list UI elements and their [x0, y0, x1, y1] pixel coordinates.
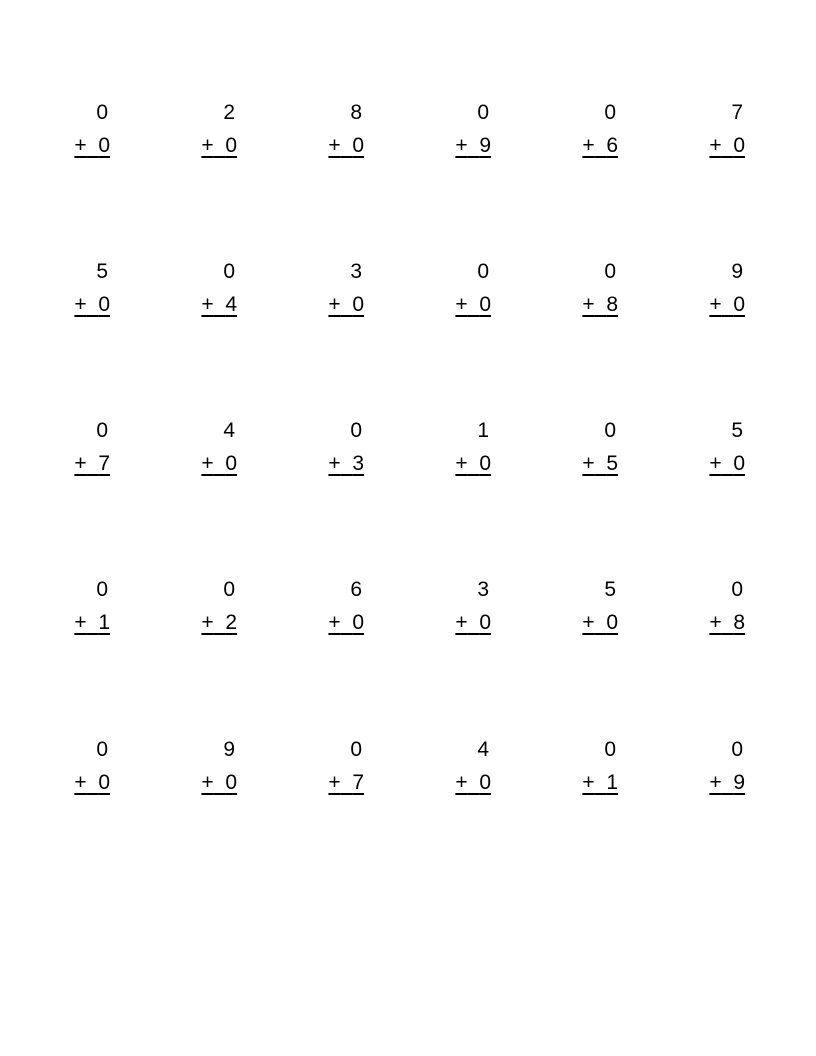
top-addend: 0: [604, 738, 616, 761]
top-addend: 9: [731, 260, 743, 283]
problem-5-2: [177, 738, 237, 798]
bottom-addend: 3: [352, 452, 364, 475]
bottom-addend-line: [328, 134, 364, 158]
plus-sign: +: [582, 611, 595, 634]
bottom-addend-line: [201, 452, 237, 476]
top-addend: 0: [604, 101, 616, 124]
plus-sign: +: [328, 452, 341, 475]
bottom-addend-line: [201, 771, 237, 795]
top-addend: 0: [350, 419, 362, 442]
bottom-addend: 0: [225, 452, 237, 475]
bottom-addend: 1: [606, 771, 618, 794]
problem-2-1: [50, 260, 110, 320]
problem-4-1: [50, 578, 110, 638]
top-addend: 0: [477, 101, 489, 124]
plus-sign: +: [74, 452, 87, 475]
bottom-addend-line: [709, 293, 745, 317]
bottom-addend: 0: [479, 452, 491, 475]
top-addend: 0: [604, 260, 616, 283]
problem-4-6: [685, 578, 745, 638]
bottom-addend-line: [328, 293, 364, 317]
bottom-addend: 0: [733, 293, 745, 316]
problem-5-3: [304, 738, 364, 798]
plus-sign: +: [74, 611, 87, 634]
bottom-addend: 0: [733, 452, 745, 475]
bottom-addend-line: [74, 134, 110, 158]
top-addend: 8: [350, 101, 362, 124]
bottom-addend-line: [582, 293, 618, 317]
plus-sign: +: [455, 293, 468, 316]
bottom-addend: 9: [733, 771, 745, 794]
bottom-addend-line: [201, 611, 237, 635]
problem-3-3: [304, 419, 364, 479]
top-addend: 0: [604, 419, 616, 442]
plus-sign: +: [328, 771, 341, 794]
bottom-addend-line: [328, 452, 364, 476]
bottom-addend-line: [709, 611, 745, 635]
bottom-addend: 0: [733, 134, 745, 157]
top-addend: 0: [731, 578, 743, 601]
problem-3-6: [685, 419, 745, 479]
problem-5-4: [431, 738, 491, 798]
top-addend: 4: [223, 419, 235, 442]
bottom-addend: 0: [479, 293, 491, 316]
bottom-addend-line: [74, 611, 110, 635]
bottom-addend: 9: [479, 134, 491, 157]
plus-sign: +: [455, 611, 468, 634]
top-addend: 6: [350, 578, 362, 601]
bottom-addend-line: [328, 611, 364, 635]
bottom-addend: 0: [225, 771, 237, 794]
bottom-addend: 0: [98, 293, 110, 316]
problem-1-5: [558, 101, 618, 161]
bottom-addend: 1: [98, 611, 110, 634]
problem-2-6: [685, 260, 745, 320]
plus-sign: +: [709, 611, 722, 634]
problem-1-6: [685, 101, 745, 161]
bottom-addend: 0: [352, 293, 364, 316]
plus-sign: +: [201, 293, 214, 316]
plus-sign: +: [582, 134, 595, 157]
bottom-addend: 7: [98, 452, 110, 475]
top-addend: 2: [223, 101, 235, 124]
bottom-addend-line: [74, 293, 110, 317]
bottom-addend: 8: [733, 611, 745, 634]
bottom-addend-line: [582, 452, 618, 476]
plus-sign: +: [201, 452, 214, 475]
problem-4-3: [304, 578, 364, 638]
problem-3-1: [50, 419, 110, 479]
plus-sign: +: [455, 452, 468, 475]
plus-sign: +: [328, 134, 341, 157]
bottom-addend-line: [709, 134, 745, 158]
bottom-addend-line: [455, 452, 491, 476]
top-addend: 0: [477, 260, 489, 283]
top-addend: 0: [223, 578, 235, 601]
top-addend: 3: [477, 578, 489, 601]
problem-5-6: [685, 738, 745, 798]
problem-4-4: [431, 578, 491, 638]
bottom-addend-line: [709, 771, 745, 795]
bottom-addend-line: [455, 134, 491, 158]
top-addend: 1: [477, 419, 489, 442]
problem-1-2: [177, 101, 237, 161]
top-addend: 0: [96, 419, 108, 442]
problem-5-5: [558, 738, 618, 798]
bottom-addend-line: [709, 452, 745, 476]
plus-sign: +: [201, 771, 214, 794]
plus-sign: +: [709, 771, 722, 794]
plus-sign: +: [582, 452, 595, 475]
bottom-addend: 6: [606, 134, 618, 157]
bottom-addend-line: [455, 771, 491, 795]
top-addend: 0: [223, 260, 235, 283]
bottom-addend-line: [201, 293, 237, 317]
plus-sign: +: [74, 134, 87, 157]
bottom-addend: 0: [479, 611, 491, 634]
problem-3-5: [558, 419, 618, 479]
bottom-addend-line: [455, 293, 491, 317]
plus-sign: +: [455, 771, 468, 794]
plus-sign: +: [74, 293, 87, 316]
problem-2-2: [177, 260, 237, 320]
bottom-addend: 0: [479, 771, 491, 794]
bottom-addend: 2: [225, 611, 237, 634]
problem-3-2: [177, 419, 237, 479]
top-addend: 0: [731, 738, 743, 761]
top-addend: 3: [350, 260, 362, 283]
plus-sign: +: [201, 134, 214, 157]
bottom-addend: 0: [606, 611, 618, 634]
plus-sign: +: [455, 134, 468, 157]
problem-1-3: [304, 101, 364, 161]
bottom-addend: 0: [98, 771, 110, 794]
bottom-addend: 4: [225, 293, 237, 316]
top-addend: 5: [96, 260, 108, 283]
bottom-addend: 8: [606, 293, 618, 316]
top-addend: 4: [477, 738, 489, 761]
bottom-addend-line: [74, 452, 110, 476]
bottom-addend: 0: [352, 611, 364, 634]
plus-sign: +: [709, 452, 722, 475]
bottom-addend-line: [455, 611, 491, 635]
problem-1-4: [431, 101, 491, 161]
problem-4-2: [177, 578, 237, 638]
top-addend: 9: [223, 738, 235, 761]
plus-sign: +: [328, 293, 341, 316]
top-addend: 0: [96, 101, 108, 124]
top-addend: 0: [350, 738, 362, 761]
plus-sign: +: [74, 771, 87, 794]
problem-2-4: [431, 260, 491, 320]
plus-sign: +: [201, 611, 214, 634]
problem-2-5: [558, 260, 618, 320]
bottom-addend-line: [582, 134, 618, 158]
bottom-addend: 0: [98, 134, 110, 157]
bottom-addend: 7: [352, 771, 364, 794]
problem-5-1: [50, 738, 110, 798]
problem-2-3: [304, 260, 364, 320]
bottom-addend-line: [582, 771, 618, 795]
plus-sign: +: [582, 293, 595, 316]
bottom-addend-line: [74, 771, 110, 795]
plus-sign: +: [709, 134, 722, 157]
top-addend: 0: [96, 578, 108, 601]
problem-3-4: [431, 419, 491, 479]
bottom-addend-line: [201, 134, 237, 158]
bottom-addend: 0: [225, 134, 237, 157]
top-addend: 7: [731, 101, 743, 124]
bottom-addend-line: [328, 771, 364, 795]
top-addend: 5: [731, 419, 743, 442]
bottom-addend: 0: [352, 134, 364, 157]
plus-sign: +: [582, 771, 595, 794]
top-addend: 5: [604, 578, 616, 601]
plus-sign: +: [328, 611, 341, 634]
top-addend: 0: [96, 738, 108, 761]
problem-1-1: [50, 101, 110, 161]
bottom-addend: 5: [606, 452, 618, 475]
problem-4-5: [558, 578, 618, 638]
bottom-addend-line: [582, 611, 618, 635]
plus-sign: +: [709, 293, 722, 316]
